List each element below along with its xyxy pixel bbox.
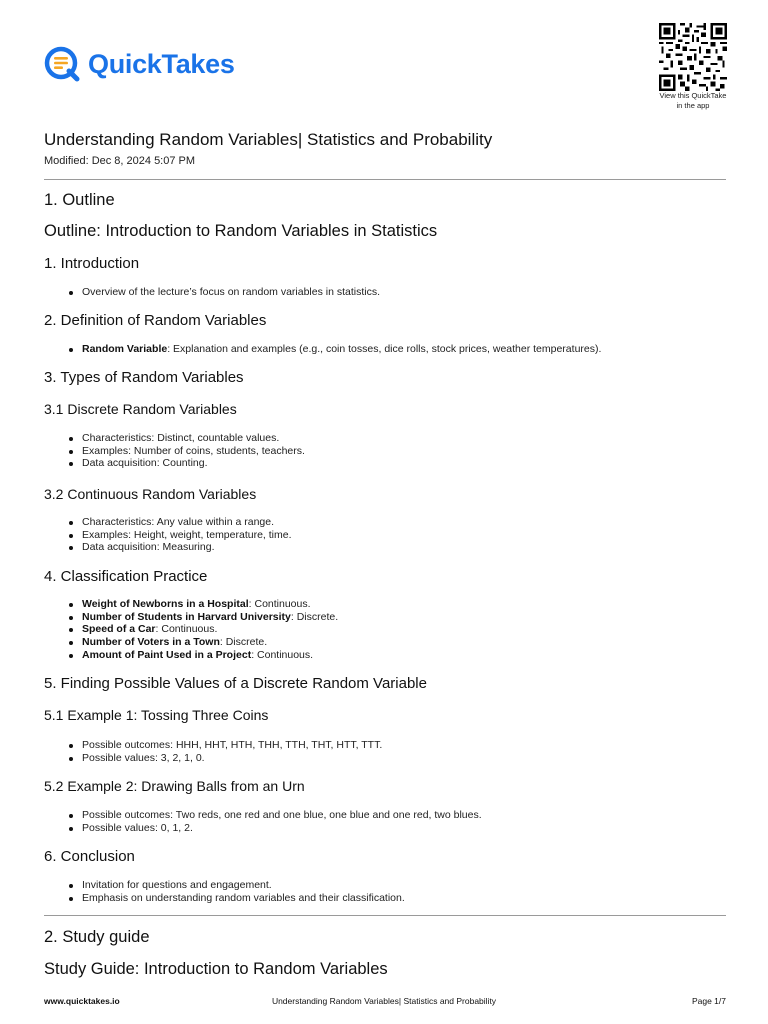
footer-website-link[interactable]: www.quicktakes.io — [44, 996, 120, 1006]
brand-logo[interactable] — [44, 46, 235, 82]
study-guide-title: Study Guide: Introduction to Random Variables — [44, 960, 388, 978]
term-description: : Explanation and examples (e.g., coin tosses, dice rolls, stock prices, weather temperatures). — [167, 343, 602, 355]
section-heading-study-guide: 2. Study guide — [44, 928, 150, 946]
list-item: Examples: Number of coins, students, teachers. — [44, 445, 305, 458]
definition-list — [44, 343, 601, 356]
heading-classification: 4. Classification Practice — [44, 568, 208, 585]
footer-document-title: Understanding Random Variables| Statistics and Probability — [271, 996, 497, 1006]
heading-example-2: 5.2 Example 2: Drawing Balls from an Urn — [44, 778, 305, 794]
list-item — [44, 343, 601, 356]
term-description: : Discrete. — [290, 610, 339, 623]
heading-definition: 2. Definition of Random Variables — [44, 312, 267, 329]
term-bold: Speed of a Car — [82, 623, 156, 636]
list-item: Data acquisition: Counting. — [44, 457, 305, 470]
term-description: : Discrete. — [219, 636, 268, 649]
qr-caption-line-1: View this QuickTake — [659, 91, 727, 100]
heading-discrete: 3.1 Discrete Random Variables — [44, 401, 237, 417]
list-item — [44, 636, 338, 649]
example-2-list — [44, 809, 482, 834]
list-item — [44, 611, 338, 624]
section-heading-outline: 1. Outline — [44, 191, 115, 209]
example-1-list — [44, 739, 382, 764]
outline-title: Outline: Introduction to Random Variables in Statistics — [44, 222, 438, 240]
qr-caption — [640, 91, 746, 110]
term-bold: Number of Voters in a Town — [82, 636, 220, 649]
list-item: Characteristics: Any value within a range. — [44, 516, 292, 529]
list-item: Possible outcomes: Two reds, one red and one blue, one blue and one red, two blues. — [44, 809, 482, 822]
list-item — [44, 623, 338, 636]
discrete-list — [44, 432, 305, 470]
list-item: Overview of the lecture’s focus on random variables in statistics. — [44, 286, 380, 299]
term-bold: Number of Students in Harvard University — [82, 610, 291, 623]
classification-list — [44, 598, 338, 662]
conclusion-list — [44, 879, 405, 904]
list-item: Characteristics: Distinct, countable values. — [44, 432, 305, 445]
heading-example-1: 5.1 Example 1: Tossing Three Coins — [44, 707, 269, 723]
heading-introduction: 1. Introduction — [44, 255, 140, 272]
term-description: : Continuous. — [155, 623, 218, 636]
list-item: Examples: Height, weight, temperature, time. — [44, 529, 292, 542]
list-item: Data acquisition: Measuring. — [44, 541, 292, 554]
term-bold: Amount of Paint Used in a Project — [82, 648, 252, 661]
term-bold: Random Variable — [82, 343, 168, 355]
heading-continuous: 3.2 Continuous Random Variables — [44, 486, 257, 502]
qr-code-icon[interactable] — [659, 23, 727, 91]
list-item: Possible values: 0, 1, 2. — [44, 822, 482, 835]
list-item: Possible values: 3, 2, 1, 0. — [44, 752, 382, 765]
list-item — [44, 649, 338, 662]
heading-conclusion: 6. Conclusion — [44, 848, 135, 865]
document-title: Understanding Random Variables| Statistics and Probability — [44, 130, 493, 149]
list-item: Possible outcomes: HHH, HHT, HTH, THH, TTH, THT, HTT, TTT. — [44, 739, 382, 752]
term-description: : Continuous. — [251, 648, 314, 661]
list-item: Invitation for questions and engagement. — [44, 879, 405, 892]
term-bold: Weight of Newborns in a Hospital — [82, 598, 249, 610]
footer-page-number: Page 1/7 — [691, 996, 726, 1006]
qr-caption-line-2: in the app — [676, 100, 710, 110]
list-item: Emphasis on understanding random variables and their classification. — [44, 892, 405, 905]
heading-finding-values: 5. Finding Possible Values of a Discrete Random Variable — [44, 675, 427, 692]
term-description: : Continuous. — [248, 598, 311, 610]
brand-name: QuickTakes — [88, 49, 235, 79]
divider — [44, 179, 726, 180]
divider — [44, 915, 726, 916]
modified-date: Modified: Dec 8, 2024 5:07 PM — [44, 155, 196, 167]
quicktakes-logo-icon — [44, 46, 80, 82]
heading-types: 3. Types of Random Variables — [44, 369, 244, 386]
list-item — [44, 598, 338, 611]
introduction-list — [44, 286, 380, 299]
continuous-list — [44, 516, 292, 554]
